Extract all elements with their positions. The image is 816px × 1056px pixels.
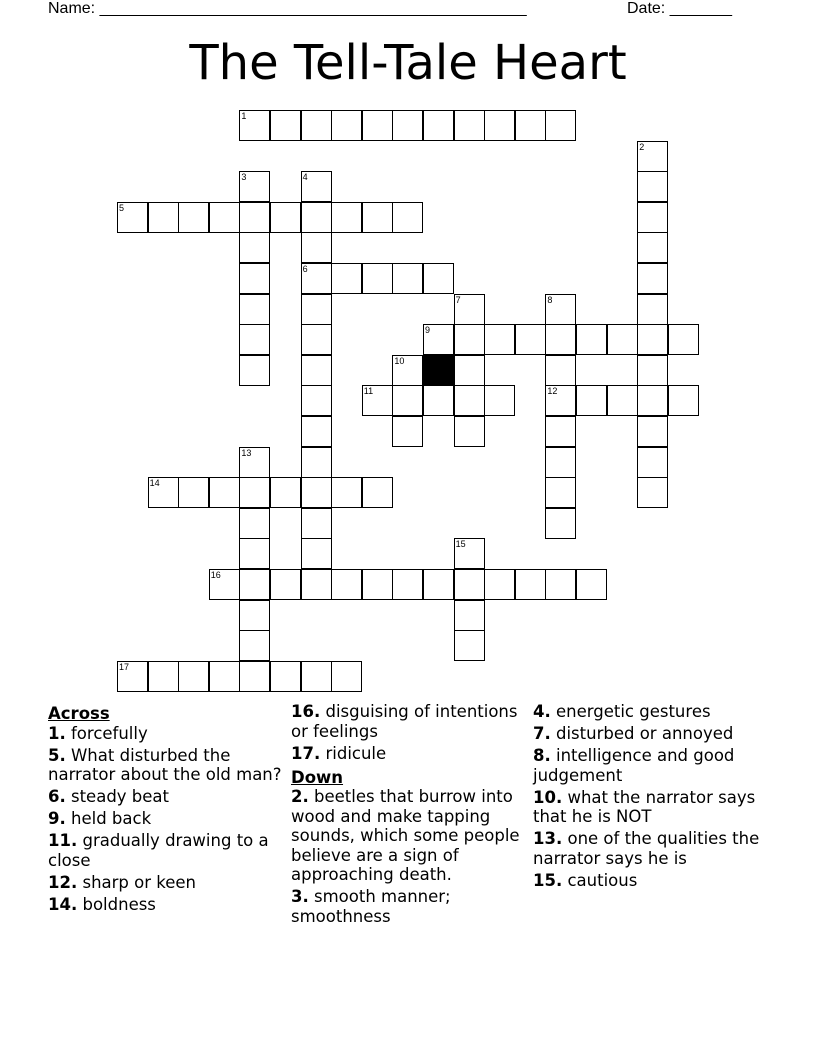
grid-cell[interactable] [545, 508, 576, 539]
down-clue [533, 871, 768, 891]
grid-cell[interactable] [148, 202, 179, 233]
clue-number: 14 [149, 478, 160, 489]
clue-text: boldness [77, 894, 156, 914]
clue-number-label: 9. [48, 809, 66, 828]
grid-cell[interactable] [178, 202, 209, 233]
clue-text: disturbed or annoyed [550, 724, 734, 743]
grid-cell[interactable] [239, 630, 270, 661]
grid-cell[interactable] [545, 477, 576, 508]
grid-cell[interactable] [668, 385, 699, 416]
clue-number-label: 7. [533, 724, 551, 743]
clue-number-label: 4. [533, 702, 551, 721]
clue-number: 8 [547, 294, 553, 305]
grid-cell[interactable] [484, 324, 515, 355]
grid-cell[interactable] [239, 202, 270, 233]
grid-cell[interactable] [301, 569, 332, 600]
grid-cell[interactable] [362, 263, 393, 294]
down-clue-list-continued [533, 702, 768, 890]
clue-number-label: 3. [291, 887, 309, 906]
grid-cell[interactable] [301, 538, 332, 569]
grid-cell[interactable] [331, 263, 362, 294]
grid-cell[interactable] [637, 232, 668, 263]
grid-cell[interactable] [637, 171, 668, 202]
grid-cell[interactable] [484, 110, 515, 141]
grid-cell[interactable] [637, 324, 668, 355]
grid-cell[interactable] [331, 569, 362, 600]
grid-cell[interactable] [637, 385, 668, 416]
grid-cell[interactable] [362, 385, 393, 416]
name-field-label: Name: ________________________________________________ [48, 0, 527, 17]
clue-number-label: 8. [533, 746, 551, 765]
grid-cell[interactable] [209, 202, 240, 233]
clue-number: 13 [241, 447, 252, 458]
clue-number-label: 2. [291, 787, 309, 806]
grid-cell[interactable] [148, 661, 179, 692]
grid-cell[interactable] [239, 110, 270, 141]
grid-cell[interactable] [637, 263, 668, 294]
clue-number-label: 14. [48, 894, 78, 914]
grid-cell[interactable] [545, 416, 576, 447]
grid-cell[interactable] [545, 294, 576, 325]
grid-cell[interactable] [239, 600, 270, 631]
grid-cell[interactable] [392, 355, 423, 386]
clue-text: one of the qualities the narrator says he is [533, 829, 760, 868]
grid-cell[interactable] [423, 110, 454, 141]
grid-cell[interactable] [362, 202, 393, 233]
grid-cell[interactable] [209, 477, 240, 508]
grid-cell[interactable] [576, 385, 607, 416]
grid-cell[interactable] [239, 538, 270, 569]
grid-cell[interactable] [301, 294, 332, 325]
grid-cell[interactable] [301, 324, 332, 355]
grid-cell[interactable] [239, 294, 270, 325]
grid-cell[interactable] [239, 447, 270, 478]
across-clue [48, 831, 283, 870]
clue-text: cautious [562, 870, 638, 890]
grid-cell[interactable] [117, 202, 148, 233]
grid-cell[interactable] [301, 477, 332, 508]
down-clue-list [291, 787, 521, 926]
clue-number: 15 [455, 539, 466, 550]
grid-cell[interactable] [637, 202, 668, 233]
grid-cell[interactable] [515, 324, 546, 355]
clue-number-label: 17. [291, 743, 321, 763]
grid-cell[interactable] [392, 416, 423, 447]
grid-cell[interactable] [301, 661, 332, 692]
down-clue [533, 829, 768, 868]
grid-cell[interactable] [239, 569, 270, 600]
grid-cell[interactable] [239, 232, 270, 263]
clue-number: 5 [119, 202, 125, 213]
clue-text: smooth manner; smoothness [291, 887, 451, 926]
grid-cell[interactable] [301, 232, 332, 263]
grid-cell[interactable] [545, 569, 576, 600]
grid-cell[interactable] [454, 355, 485, 386]
grid-cell[interactable] [301, 447, 332, 478]
grid-cell[interactable] [392, 569, 423, 600]
grid-cell[interactable] [454, 600, 485, 631]
grid-cell[interactable] [484, 569, 515, 600]
clue-number: 3 [241, 172, 247, 183]
clues-column-1 [48, 702, 283, 917]
grid-cell[interactable] [362, 110, 393, 141]
grid-cell[interactable] [545, 110, 576, 141]
clue-text: energetic gestures [550, 702, 711, 721]
across-clue [291, 744, 521, 764]
grid-cell[interactable] [454, 110, 485, 141]
grid-cell[interactable] [454, 538, 485, 569]
clue-text: held back [65, 809, 152, 828]
grid-cell[interactable] [331, 110, 362, 141]
grid-cell[interactable] [423, 385, 454, 416]
grid-cell[interactable] [301, 508, 332, 539]
clue-number: 1 [241, 111, 247, 121]
grid-cell[interactable] [239, 355, 270, 386]
grid-cell[interactable] [454, 385, 485, 416]
clue-text: What disturbed the narrator about the old man? [48, 745, 282, 784]
across-clue [291, 702, 521, 741]
grid-cell[interactable] [270, 661, 301, 692]
grid-cell[interactable] [637, 477, 668, 508]
grid-cell[interactable] [545, 355, 576, 386]
grid-cell[interactable] [301, 416, 332, 447]
clue-text: ridicule [320, 743, 387, 763]
clue-number: 2 [639, 141, 645, 152]
grid-block-cell [423, 355, 454, 386]
clue-number: 10 [394, 355, 405, 366]
grid-cell[interactable] [515, 569, 546, 600]
grid-cell[interactable] [423, 263, 454, 294]
down-clue [533, 788, 768, 827]
grid-cell[interactable] [392, 202, 423, 233]
grid-cell[interactable] [270, 477, 301, 508]
clue-number: 9 [425, 325, 431, 336]
clue-number: 16 [210, 570, 221, 580]
grid-cell[interactable] [637, 416, 668, 447]
grid-cell[interactable] [301, 355, 332, 386]
grid-cell[interactable] [637, 294, 668, 325]
clue-number-label: 16. [291, 702, 321, 721]
grid-cell[interactable] [637, 141, 668, 172]
page-title: The Tell-Tale Heart [189, 35, 627, 91]
across-clue [48, 724, 283, 744]
clue-number-label: 15. [533, 870, 563, 890]
grid-cell[interactable] [362, 477, 393, 508]
grid-cell[interactable] [576, 569, 607, 600]
grid-cell[interactable] [545, 324, 576, 355]
grid-cell[interactable] [209, 569, 240, 600]
clue-text: intelligence and good judgement [533, 746, 735, 785]
grid-cell[interactable] [668, 324, 699, 355]
clue-number: 7 [455, 294, 461, 305]
grid-cell[interactable] [178, 477, 209, 508]
across-clue [48, 809, 283, 829]
clue-number: 12 [547, 386, 558, 397]
grid-cell[interactable] [178, 661, 209, 692]
grid-cell[interactable] [454, 569, 485, 600]
date-field-label: Date: _______ [627, 0, 732, 17]
grid-cell[interactable] [270, 569, 301, 600]
down-clue [291, 787, 521, 885]
grid-cell[interactable] [454, 630, 485, 661]
grid-cell[interactable] [392, 385, 423, 416]
clue-number: 11 [363, 386, 374, 397]
down-clue [533, 746, 768, 785]
grid-cell[interactable] [392, 263, 423, 294]
clue-text: gradually drawing to a close [48, 831, 269, 870]
down-clue [533, 702, 768, 722]
across-clue [48, 746, 283, 785]
across-clue-list [48, 724, 283, 915]
grid-cell[interactable] [331, 477, 362, 508]
grid-cell[interactable] [239, 508, 270, 539]
clue-text: forcefully [65, 723, 148, 743]
clue-number-label: 6. [48, 787, 66, 806]
clue-number: 17 [119, 661, 130, 672]
grid-cell[interactable] [423, 324, 454, 355]
grid-cell[interactable] [484, 385, 515, 416]
grid-cell[interactable] [331, 202, 362, 233]
grid-cell[interactable] [301, 385, 332, 416]
grid-cell[interactable] [576, 324, 607, 355]
grid-cell[interactable] [423, 569, 454, 600]
across-clue-list-continued [291, 702, 521, 763]
across-clue [48, 787, 283, 807]
grid-cell[interactable] [239, 263, 270, 294]
clue-number-label: 1. [48, 723, 66, 743]
down-clue [291, 887, 521, 926]
clue-number-label: 12. [48, 872, 78, 892]
clue-number-label: 5. [48, 745, 66, 765]
clue-text: beetles that burrow into wood and make tapping sounds, which some people believe are a sign of approaching death. [291, 787, 520, 884]
grid-cell[interactable] [239, 171, 270, 202]
grid-cell[interactable] [148, 477, 179, 508]
grid-cell[interactable] [301, 110, 332, 141]
across-heading: Across [48, 704, 110, 723]
clue-number-label: 10. [533, 787, 563, 807]
grid-cell[interactable] [545, 385, 576, 416]
grid-cell[interactable] [362, 569, 393, 600]
grid-cell[interactable] [239, 324, 270, 355]
grid-cell[interactable] [515, 110, 546, 141]
grid-cell[interactable] [270, 202, 301, 233]
clue-number-label: 11. [48, 831, 78, 850]
grid-cell[interactable] [209, 661, 240, 692]
grid-cell[interactable] [270, 110, 301, 141]
clue-text: steady beat [65, 787, 170, 806]
grid-cell[interactable] [637, 447, 668, 478]
grid-cell[interactable] [607, 324, 638, 355]
grid-cell[interactable] [301, 202, 332, 233]
down-clue [533, 724, 768, 744]
grid-cell[interactable] [301, 171, 332, 202]
grid-cell[interactable] [331, 661, 362, 692]
clue-number: 6 [302, 264, 308, 274]
grid-cell[interactable] [637, 355, 668, 386]
grid-cell[interactable] [454, 416, 485, 447]
clues-column-3 [533, 702, 768, 893]
grid-cell[interactable] [117, 661, 148, 692]
clue-text: what the narrator says that he is NOT [533, 787, 756, 826]
down-heading: Down [291, 767, 344, 787]
clues-column-2 [291, 702, 521, 929]
clue-number-label: 13. [533, 829, 563, 848]
grid-cell[interactable] [239, 477, 270, 508]
grid-cell[interactable] [454, 324, 485, 355]
grid-cell[interactable] [607, 385, 638, 416]
clue-text: sharp or keen [77, 872, 196, 892]
clue-number: 4 [302, 172, 308, 183]
grid-cell[interactable] [545, 447, 576, 478]
clue-text: disguising of intentions or feelings [291, 702, 518, 741]
grid-cell[interactable] [239, 661, 270, 692]
grid-cell[interactable] [454, 294, 485, 325]
across-clue [48, 895, 283, 915]
grid-cell[interactable] [392, 110, 423, 141]
across-clue [48, 873, 283, 893]
grid-cell[interactable] [301, 263, 332, 294]
